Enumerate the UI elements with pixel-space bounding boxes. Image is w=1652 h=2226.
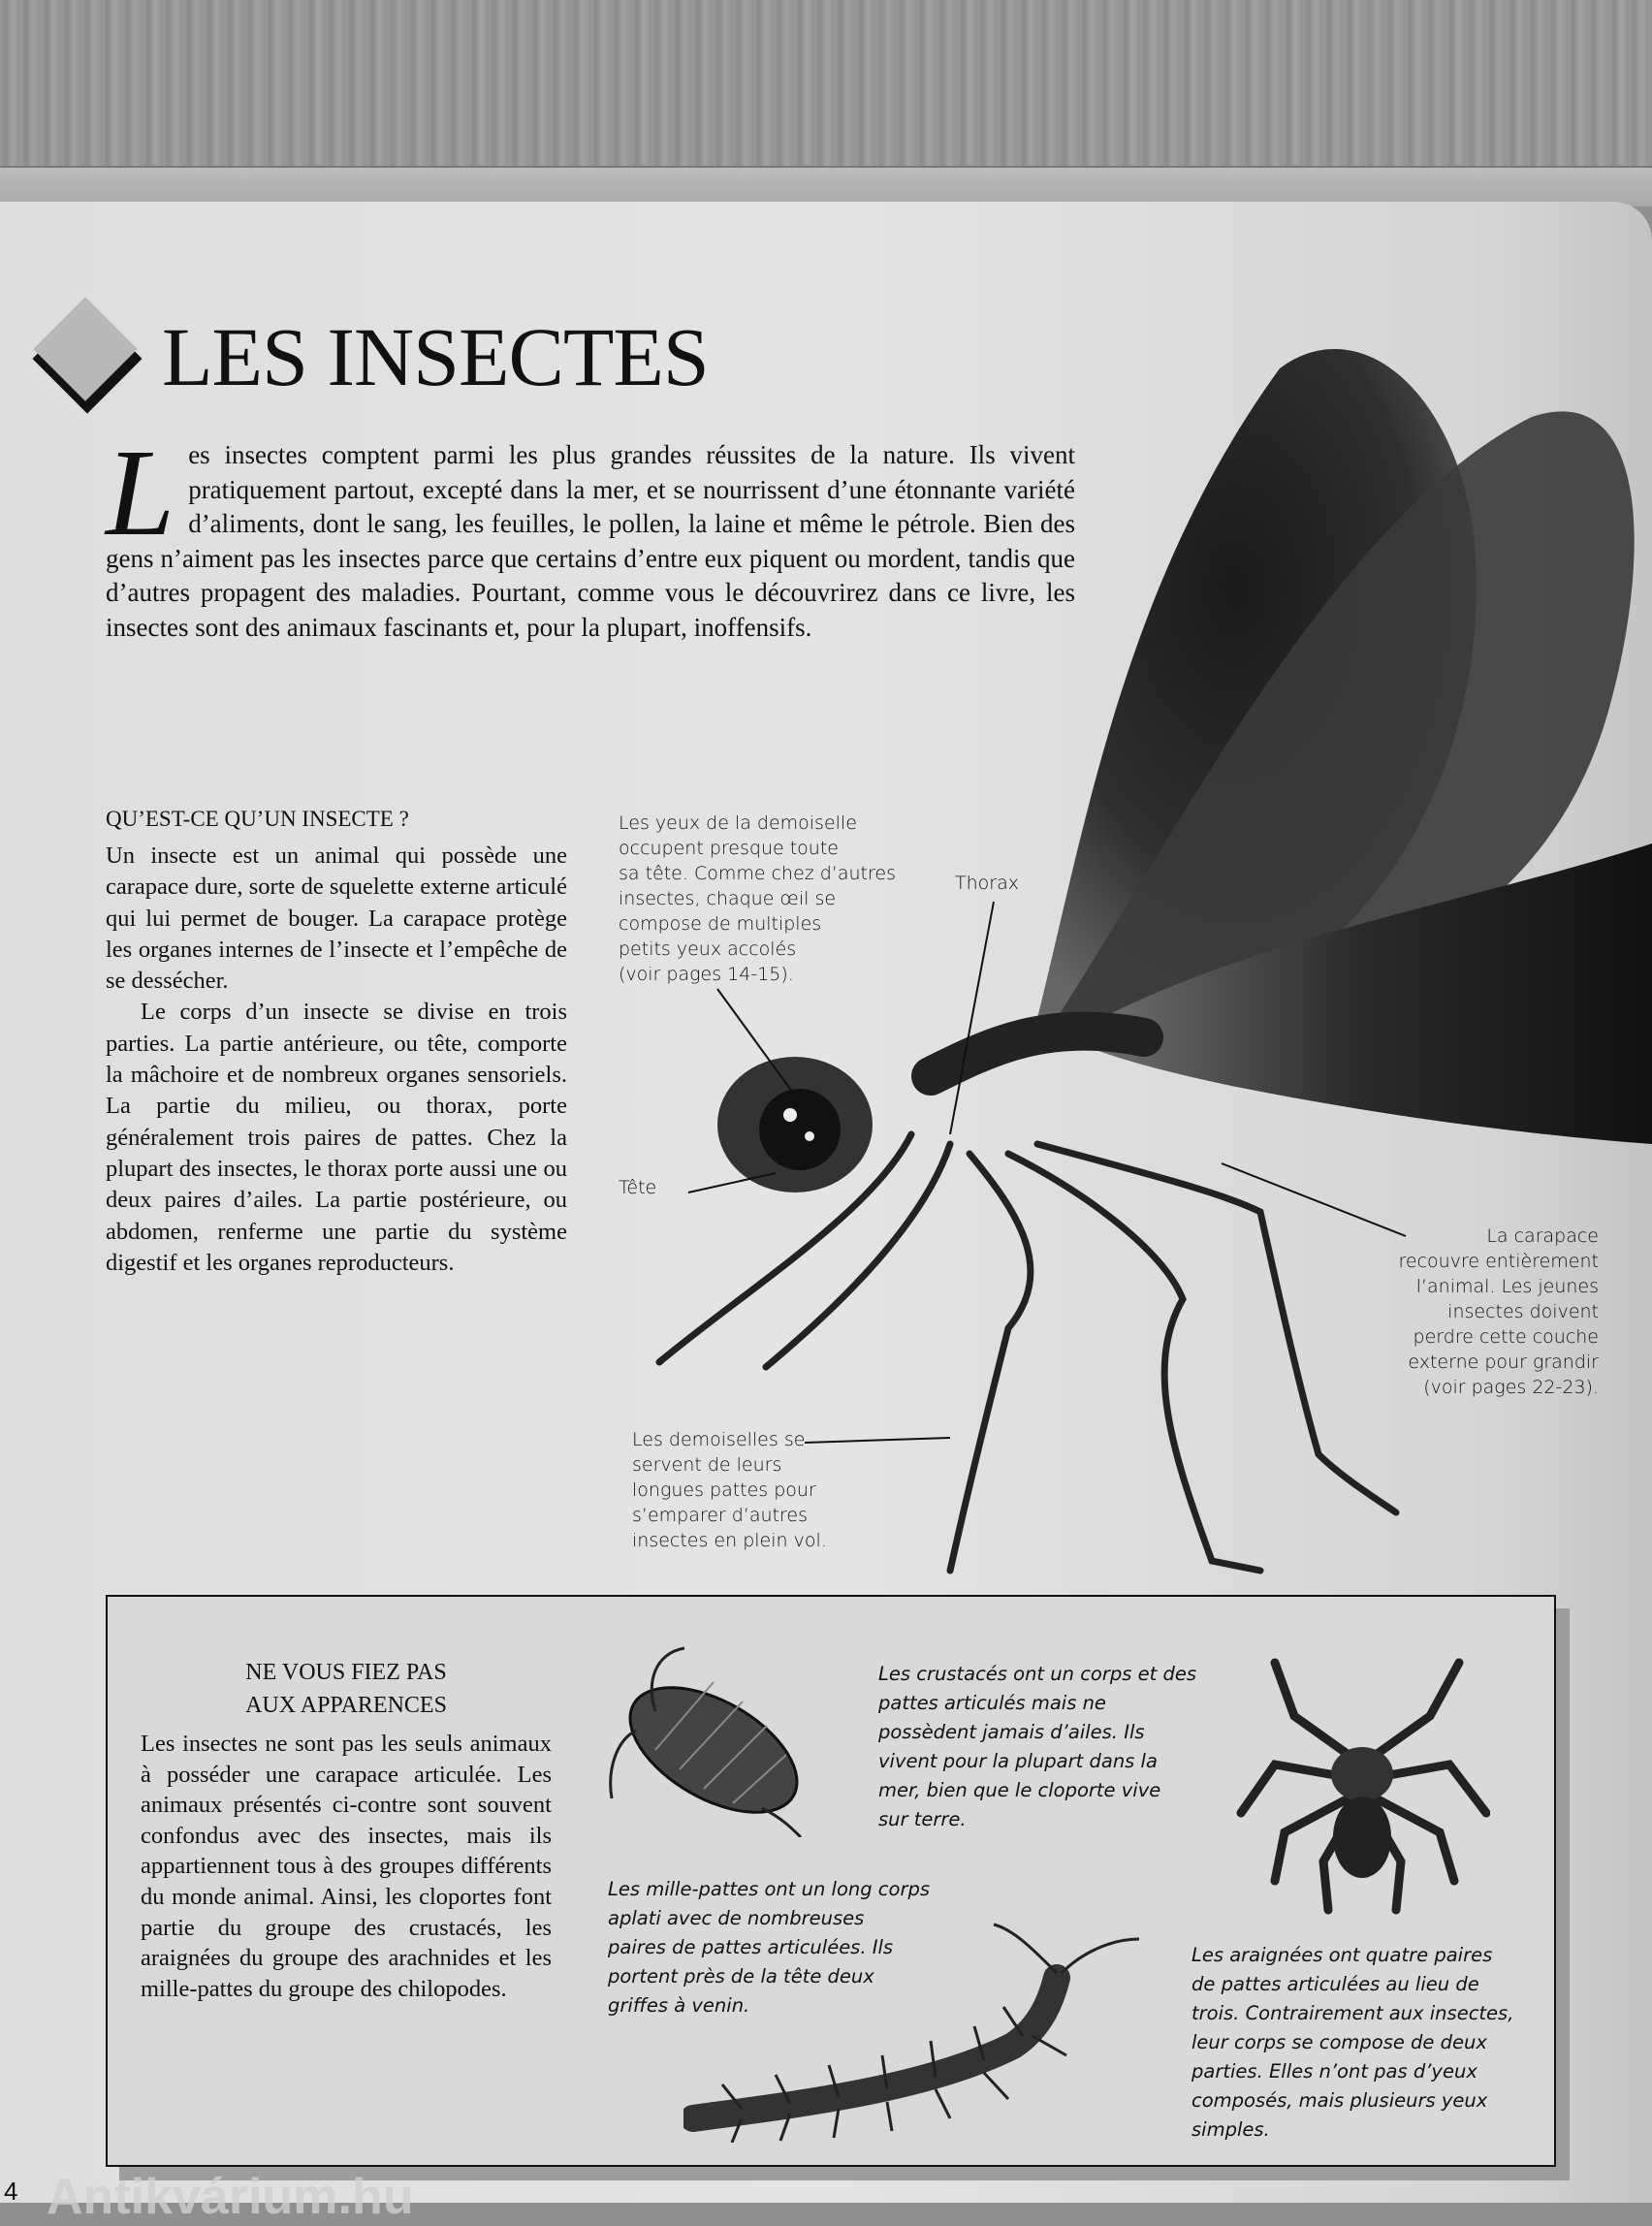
caption-head: Tête [619, 1177, 657, 1198]
caption-centipedes: Les mille-pattes ont un long corps aplati avec de nombreuses paires de pattes articulées. Ils portent près de la tête deux griffes à venin. [608, 1878, 931, 2017]
page-number: 4 [4, 2177, 18, 2206]
compound-eye-icon [759, 1089, 841, 1170]
caption-legs: Les demoiselles se servent de leurs longues pattes pour s’emparer d’autres insectes en plein vol. [632, 1429, 827, 1551]
caption-spiders: Les araignées ont quatre paires de pattes articulées au lieu de trois. Contrairement aux insectes, leur corps se compose de deux parties. Elles n’ont pas d’yeux composés, mais plusieurs yeux simples. [1191, 1944, 1514, 2141]
page-title: LES INSECTES [162, 310, 709, 403]
intro-text: es insectes comptent parmi les plus grandes réussites de la nature. Ils vivent pratiquement partout, excepté dans la mer, et se nourrissent d’une étonnante variété d’aliments, dont le sang, les feuilles, le pollen, la laine et même le pétrole. Bien des gens n’aiment pas les insectes parce que certains d’entre eux piquent ou mordent, tandis que d’autres propagent des maladies. Pourtant, comme vous le découvrirez dans ce livre, les insectes sont des animaux fascinants et, pour la plupart, inoffensifs. [106, 440, 1075, 642]
box-heading-line: AUX APPARENCES [245, 1693, 447, 1718]
section-heading: QU’EST-CE QU’UN INSECTE ? [106, 807, 409, 831]
wooden-background [0, 0, 1652, 170]
caption-crustaceans: Les crustacés ont un corps et des pattes articulés mais ne possèdent jamais d’ailes. Ils vivent pour la plupart dans la mer, bien que le cloporte vive sur terre. [878, 1663, 1196, 1830]
caption-carapace: La carapace recouvre entièrement l’animal. Les jeunes insectes doivent perdre cette couche externe pour grandir (voir pages 22-23). [1398, 1225, 1599, 1398]
drop-cap: L [106, 424, 175, 561]
caption-eyes: Les yeux de la demoiselle occupent presque toute sa tête. Comme chez d’autres insectes, chaque œil se compose de multiples petits yeux accolés (voir pages 14-15). [619, 812, 896, 985]
box-body: Les insectes ne sont pas les seuls animaux à posséder une carapace articulée. Les animaux présentés ci-contre sont souvent confondus avec des insectes, mais ils appartiennent tous à des groupes différents du monde animal. Ainsi, les cloportes font partie du groupe des crustacés, les araignées du groupe des arachnides et les mille-pattes du groupe des chilopodes. [141, 1731, 552, 2002]
section-paragraph: Un insecte est un animal qui possède une carapace dure, sorte de squelette externe articulé qui lui permet de bouger. La carapace protège les organes internes de l’insecte et l’empêche de se dessécher. [106, 843, 567, 995]
spider-illustration [1236, 1658, 1490, 1920]
section-paragraph: Le corps d’un insecte se divise en trois parties. La partie antérieure, ou tête, comporte la mâchoire et de nombreux organes sensoriels. La partie du milieu, ou thorax, porte généralement trois paires de pattes. Chez la plupart des insectes, le thorax porte aussi une ou deux paires d’ailes. La partie postérieure, ou abdomen, renferme une partie du système digestif et les organes reproducteurs. [106, 999, 567, 1276]
section-body [106, 841, 567, 1279]
woodlouse-illustration [597, 1643, 820, 1837]
caption-thorax: Thorax [955, 873, 1019, 894]
box-heading [141, 1656, 552, 1722]
book-edge [0, 166, 1652, 207]
box-heading-line: NE VOUS FIEZ PAS [245, 1660, 447, 1685]
watermark: Antikvárium.hu [47, 2169, 414, 2225]
